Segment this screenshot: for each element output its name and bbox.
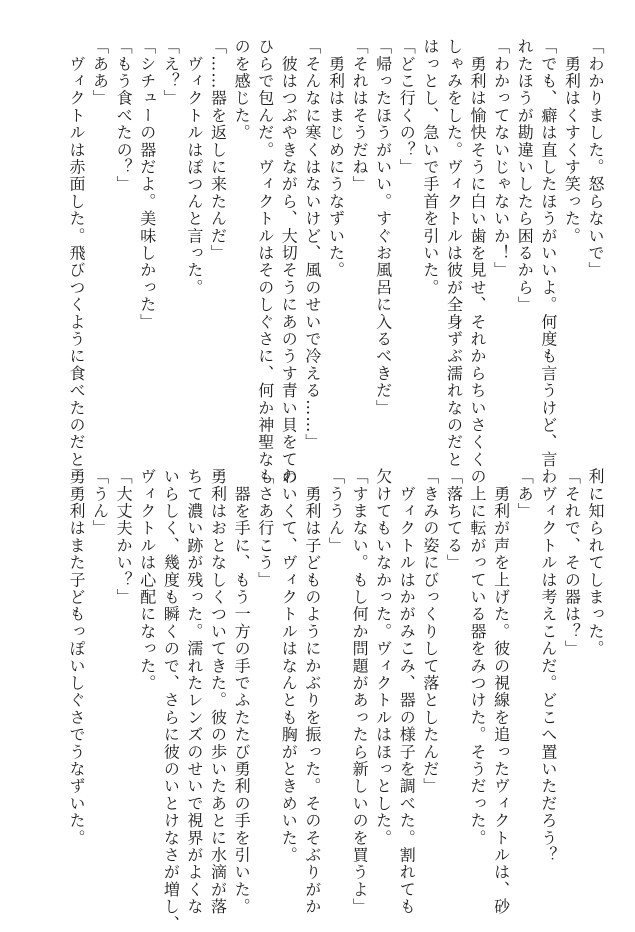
text-line: 「わかりました。怒らないで」 [586,38,605,279]
text-line: 「すまない。もし何か問題があったら新しいのを買うよ」 [350,468,370,916]
text-line: わいくて、ヴィクトルはなんとも胸がときめいた。 [279,468,299,864]
text-line: 勇利は子どものようにかぶりを振った。そのそぶりがか [302,468,322,916]
text-line: 「さあ行こう」 [255,468,275,589]
lower-text-block [64,468,607,932]
text-line: いらしく、幾度も瞬くので、さらに彼のいとけなさが増し、 [161,468,181,932]
text-line: ヴィクトルはぽつんと言った。 [184,38,204,296]
text-line: 「うん」 [90,468,110,537]
text-line: 「……器を返しに来たんだ」 [208,38,228,262]
text-line: 「それで、その器は？」 [562,468,582,658]
text-line: 「ううん」 [326,468,346,554]
text-line: ヴィクトルは考えこんだ。どこへ置いただろう？ [538,468,558,864]
text-line: 勇利はくすくす笑った。 [562,38,582,245]
text-line: はっとし、急いで手首を引いた。 [420,38,440,296]
text-line: ヴィクトルは心配になった。 [137,468,157,692]
text-line: 「どこ行くの？」 [397,38,417,176]
text-line: 「あ」 [515,468,535,520]
text-line: 勇利はまじめにうなずいた。 [326,38,346,279]
text-line: 勇利はまた子どもっぽいしぐさでうなずいた。 [66,468,86,847]
text-line: 「シチューの器だよ。美味しかった」 [137,38,157,331]
text-line: の上に転がっている器をみつけた。そうだった。 [468,468,488,847]
text-line: 「それはそうだね」 [350,38,370,193]
text-line: 「もう食べたの？」 [114,38,134,193]
text-line: しゃみをした。ヴィクトルは彼が全身ずぶ濡れなのだと [444,38,464,468]
text-line: 「帰ったほうがいい。すぐお風呂に入るべきだ」 [373,38,393,417]
text-line: れたほうが勘違いしたら困るから」 [515,38,535,314]
text-line: 「ああ」 [90,38,110,107]
text-line: 「落ちてる」 [444,468,464,572]
text-line: ヴィクトルはかがみこみ、器の様子を調べた。割れても [397,468,417,916]
upper-text-block [64,38,607,486]
text-line: 「わかってないじゃないか！」 [491,38,511,279]
text-line: 勇利はおとなしくついてきた。彼の歩いたあとに水滴が落 [208,468,228,916]
text-line: 器を手に、もう一方の手でふたたび勇利の手を引いた。 [232,468,252,916]
text-line: のを感じた。 [232,38,252,142]
text-line: 勇利が声を上げた。彼の視線を追ったヴィクトルは、砂 [491,468,511,916]
text-line: 「大丈夫かい？」 [114,468,134,606]
text-line: 彼はつぶやきながら、大切そうにあのうす青い貝をての [279,38,299,486]
text-line: 欠けてもいなかった。ヴィクトルはほっとした。 [373,468,393,847]
text-line: 勇利は愉快そうに白い歯を見せ、それからちいさくく [468,38,488,468]
text-line: 「でも、癖は直したほうがいいよ。何度も言うけど、言わ [538,38,558,486]
text-line: 「きみの姿にびっくりして落としたんだ」 [420,468,440,795]
text-line: ちて濃い跡が残った。濡れたレンズのせいで視界がよくな [184,468,204,916]
text-line: 利に知られてしまった。 [586,468,605,658]
text-line: 「え？」 [161,38,181,107]
text-line: ヴィクトルは赤面した。飛びつくように食べたのだと勇 [66,38,86,486]
text-line: 「そんなに寒くはないけど、風のせいで冷える……」 [302,38,322,451]
text-line: ひらで包んだ。ヴィクトルはそのしぐさに、何か神聖なも [255,38,275,486]
